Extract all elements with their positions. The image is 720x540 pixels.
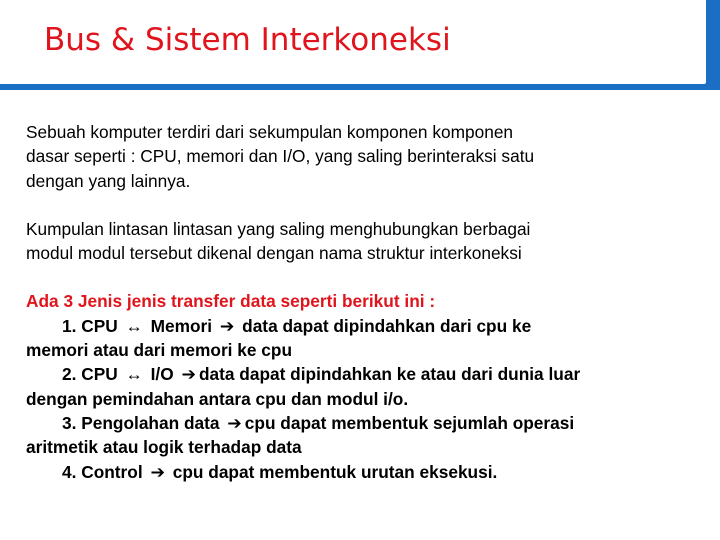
transfer-item-3 (26, 411, 696, 435)
interconnect-line: modul modul tersebut dikenal dengan nama struktur interkoneksi (26, 243, 522, 264)
transfer-heading: Ada 3 Jenis jenis transfer data seperti berikut ini : (26, 291, 436, 312)
item-target: Memori (145, 315, 217, 336)
transfer-item-1-continuation: memori atau dari memori ke cpu (26, 340, 293, 361)
transfer-item-2-continuation: dengan pemindahan antara cpu dan modul i/o. (26, 388, 409, 409)
slide-body (26, 120, 696, 484)
right-arrow-icon: ➔ (219, 315, 235, 336)
item-label: 4. Control (62, 461, 148, 482)
item-description: cpu dapat membentuk urutan eksekusi. (167, 461, 498, 482)
intro-paragraph (26, 120, 696, 193)
item-description: data dapat dipindahkan dari cpu ke (237, 315, 532, 336)
item-target: I/O (145, 364, 179, 385)
right-arrow-icon: ➔ (150, 461, 165, 482)
transfer-item-4 (26, 460, 696, 484)
intro-line: dasar seperti : CPU, memori dan I/O, yang saling berinteraksi satu (26, 146, 535, 167)
item-description: cpu dapat membentuk sejumlah operasi (244, 412, 575, 433)
item-label: 1. CPU (62, 315, 123, 336)
interconnect-line: Kumpulan lintasan lintasan yang saling menghubungkan berbagai (26, 218, 531, 239)
bidirectional-arrow-icon: ↔ (125, 315, 143, 336)
title-area (0, 0, 706, 84)
item-label: 2. CPU (62, 364, 123, 385)
item-label: 3. Pengolahan data (62, 412, 225, 433)
slide-title: Bus & Sistem Interkoneksi (44, 22, 451, 58)
interconnect-paragraph (26, 217, 696, 266)
transfer-item-1 (26, 314, 696, 338)
right-arrow-icon: ➔ (227, 412, 242, 433)
item-description: data dapat dipindahkan ke atau dari dunia luar (198, 364, 581, 385)
intro-line: Sebuah komputer terdiri dari sekumpulan komponen komponen (26, 122, 514, 142)
bidirectional-arrow-icon: ↔ (125, 364, 143, 385)
intro-line: dengan yang lainnya. (26, 170, 191, 191)
transfer-item-3-continuation: aritmetik atau logik terhadap data (26, 437, 302, 458)
right-arrow-icon: ➔ (181, 364, 196, 385)
transfer-item-2 (26, 362, 696, 386)
transfer-types (26, 289, 696, 483)
